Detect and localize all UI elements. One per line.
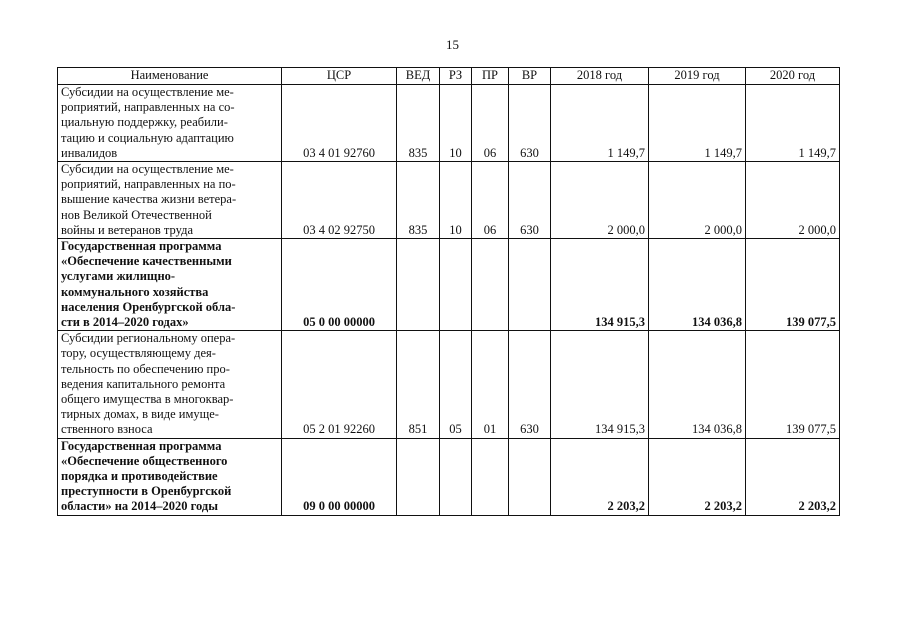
header-2018: 2018 год [551,68,649,85]
cell-vr: 630 [509,162,551,239]
cell-2018: 134 915,3 [551,239,649,331]
cell-pr [472,239,509,331]
cell-vr [509,438,551,515]
cell-vr: 630 [509,331,551,438]
cell-csr: 09 0 00 00000 [282,438,397,515]
cell-name: Государственная программа «Обеспечение общественного порядка и противодействие преступности в Оренбургской области» на 2014–2020 годы [58,438,282,515]
cell-csr: 03 4 02 92750 [282,162,397,239]
cell-csr: 03 4 01 92760 [282,85,397,162]
cell-pr: 06 [472,85,509,162]
cell-2019: 2 000,0 [649,162,746,239]
cell-csr: 05 0 00 00000 [282,239,397,331]
table-body [58,85,840,516]
header-name: Наименование [58,68,282,85]
cell-2019: 2 203,2 [649,438,746,515]
cell-2020: 139 077,5 [746,239,840,331]
cell-name: Государственная программа «Обеспечение качественными услугами жилищно- коммунального хозяйства населения Оренбургской обла- сти в 2014–2020 годах» [58,239,282,331]
cell-pr: 06 [472,162,509,239]
header-pr: ПР [472,68,509,85]
header-ved: ВЕД [397,68,440,85]
table-row [58,438,840,515]
page-number: 15 [446,37,459,52]
cell-vr: 630 [509,85,551,162]
cell-pr [472,438,509,515]
cell-name: Субсидии региональному опера- тору, осуществляющему дея- тельность по обеспечению про- ведения капитального ремонта общего имущества в многоквар- тирных домах, в виде имуще- ственного взноса [58,331,282,438]
cell-rz: 10 [440,162,472,239]
header-vr: ВР [509,68,551,85]
header-2020: 2020 год [746,68,840,85]
table-row [58,85,840,162]
cell-rz [440,239,472,331]
cell-ved: 851 [397,331,440,438]
cell-rz: 10 [440,85,472,162]
header-csr: ЦСР [282,68,397,85]
table-row [58,239,840,331]
cell-2018: 1 149,7 [551,85,649,162]
cell-ved: 835 [397,85,440,162]
cell-rz: 05 [440,331,472,438]
header-row [58,68,840,85]
cell-2019: 134 036,8 [649,331,746,438]
cell-2020: 1 149,7 [746,85,840,162]
table-row [58,331,840,438]
cell-ved: 835 [397,162,440,239]
cell-vr [509,239,551,331]
cell-ved [397,239,440,331]
cell-2018: 134 915,3 [551,331,649,438]
cell-2019: 1 149,7 [649,85,746,162]
budget-table [57,67,840,516]
table-row [58,162,840,239]
cell-2019: 134 036,8 [649,239,746,331]
cell-2020: 2 203,2 [746,438,840,515]
header-rz: РЗ [440,68,472,85]
cell-ved [397,438,440,515]
cell-2020: 139 077,5 [746,331,840,438]
cell-name: Субсидии на осуществление ме- роприятий, направленных на со- циальную поддержку, реабили- тацию и социальную адаптацию инвалидов [58,85,282,162]
cell-2018: 2 000,0 [551,162,649,239]
header-2019: 2019 год [649,68,746,85]
cell-csr: 05 2 01 92260 [282,331,397,438]
cell-pr: 01 [472,331,509,438]
cell-rz [440,438,472,515]
cell-2020: 2 000,0 [746,162,840,239]
cell-2018: 2 203,2 [551,438,649,515]
cell-name: Субсидии на осуществление ме- роприятий, направленных на по- вышение качества жизни ветера- нов Великой Отечественной войны и ветеранов труда [58,162,282,239]
